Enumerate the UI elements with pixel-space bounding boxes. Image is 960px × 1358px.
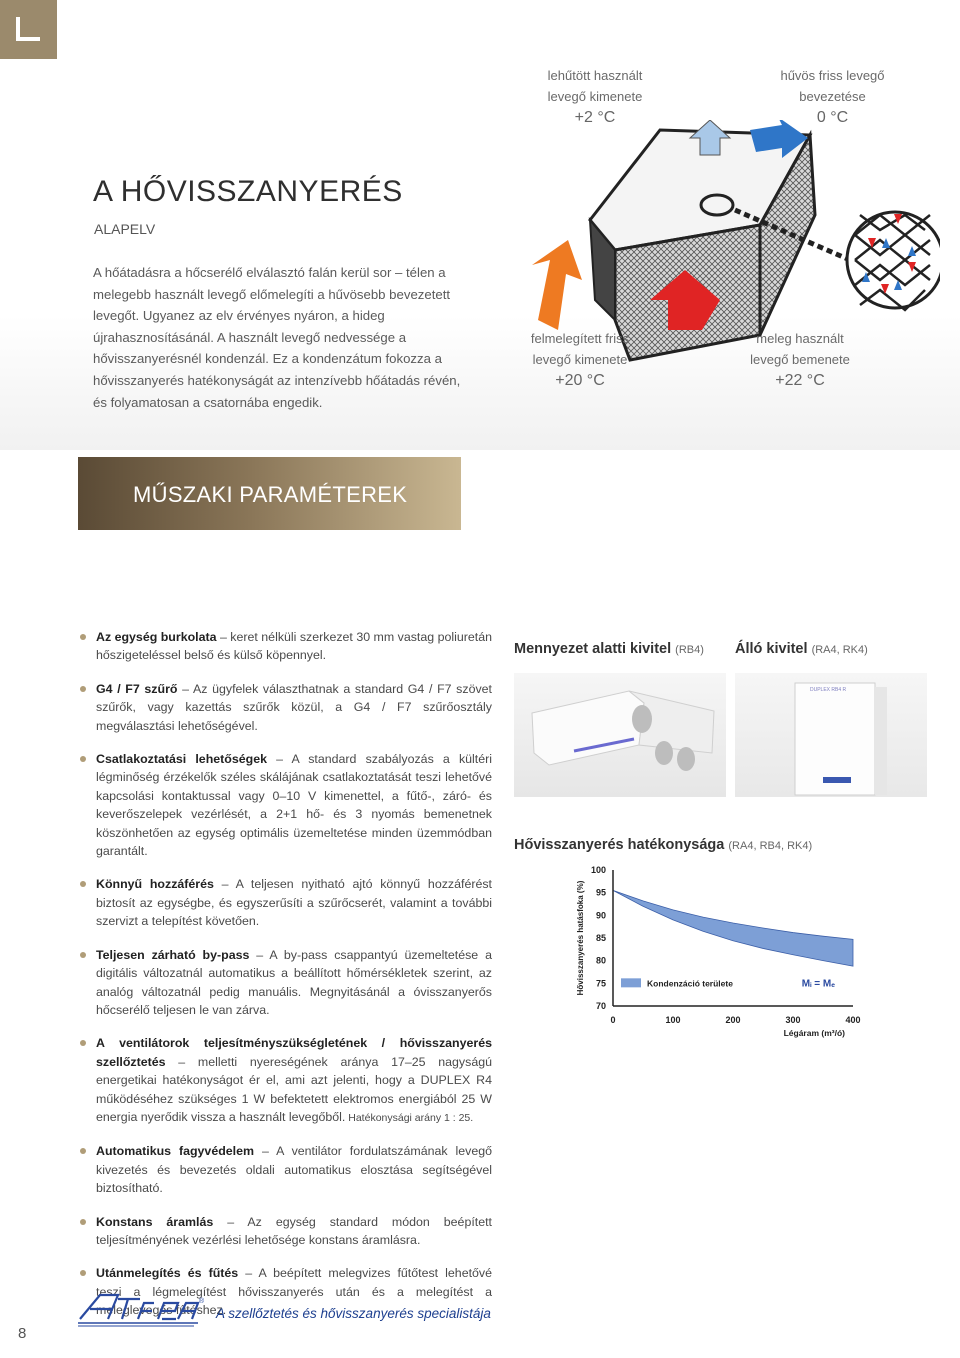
label-line: bevezetése bbox=[799, 89, 866, 104]
feature-text: – melletti nyereségének aránya 17–25 nagyságú energetikai hatékonyságot ér el, ami azt jelenti, hogy a DUPLEX R4 működéséhez szükséges 1 W befektetett elektromos energiából 25 W energia nyerődik vissza a használt levegőből. bbox=[96, 1054, 492, 1124]
y-tick-label: 70 bbox=[595, 1001, 606, 1011]
feature-text: – A standard szabályozás a kültéri légminőség érzékelők széles skálájának csatlakoztatását teszi lehetővé kapcsolási kontaktussal vagy 0–10 V kimenettel, a fűtő-, záró- és keverőszelepek vezérlését, a 2+1 hő- és 3 nyomás bemenetnek köszönhetően az egység optimális üzemeltetése minden üzemmódban garantált. bbox=[96, 752, 492, 859]
page-subtitle: ALAPELV bbox=[94, 221, 156, 237]
page-number: 8 bbox=[18, 1325, 27, 1342]
feature-title: Az egység burkolata bbox=[96, 630, 217, 644]
temperature-value: +2 °C bbox=[574, 109, 616, 126]
y-axis-label: Hővisszanyerés hatásfoka (%) bbox=[576, 880, 585, 996]
label-line: lehűtött használt bbox=[547, 68, 643, 83]
standing-code: (RA4, RK4) bbox=[811, 644, 868, 656]
feature-text: – A teljesen nyitható ajtó könnyű hozzáférést biztosít az egységbe, és egyszerűsíti a szűrőcserét, valamint a további szervizt a telepítést követően. bbox=[96, 877, 492, 929]
ceiling-code: (RB4) bbox=[675, 644, 704, 656]
chart-heading bbox=[514, 837, 812, 853]
page-title: A HŐVISSZANYERÉS bbox=[93, 175, 403, 208]
ceiling-title: Mennyezet alatti kivitel bbox=[514, 641, 672, 657]
intro-paragraph: A hőátadásra a hőcserélő elválasztó falán kerül sor – télen a melegebb használt levegő előmelegíti a hűvösebb bevezetett levegőt. Ugyanez az elv érvényes nyáron, a hideg újrahasznosításánál. A használt levegő nedvessége a hővisszanyerésnél kondenzál. Ez a kondenzátum fokozza a hővisszanyerés hatékonyságát az intenzívebb hőátadás révén, és folyamatosan a csatornába engedik. bbox=[93, 265, 461, 410]
supply-arrow-icon bbox=[532, 240, 582, 330]
y-tick-label: 90 bbox=[595, 910, 606, 921]
section-banner-label: MŰSZAKI PARAMÉTEREK bbox=[133, 482, 408, 507]
feature-note: Hatékonysági arány 1 : 25. bbox=[345, 1111, 474, 1124]
standing-heading bbox=[735, 641, 868, 657]
feature-text: – keret nélküli szerkezet 30 mm vastag poliuretán hőszigeteléssel belső és külső köpennyel. bbox=[96, 630, 492, 663]
ceiling-heading bbox=[514, 641, 704, 657]
standing-unit-photo bbox=[735, 673, 927, 797]
feature-item bbox=[78, 1213, 492, 1250]
feature-item bbox=[78, 628, 492, 665]
x-tick-label: 0 bbox=[610, 1015, 616, 1025]
feature-title: Konstans áramlás bbox=[96, 1214, 214, 1229]
x-tick-label: 400 bbox=[845, 1015, 861, 1025]
feature-text: – A beépített melegvizes fűtőtest lehetővé teszi a légmelegítést hővisszanyerés után és a melegítést a meleglevegős fűtéshez. bbox=[96, 1266, 493, 1318]
feature-title: Csatlakoztatási lehetőségek bbox=[96, 752, 267, 767]
legend-label: Kondenzáció területe bbox=[647, 978, 733, 989]
label-bottom-right bbox=[725, 328, 875, 391]
x-tick-label: 300 bbox=[785, 1015, 801, 1025]
feature-title: Teljesen zárható by-pass bbox=[96, 947, 250, 962]
section-banner bbox=[78, 457, 461, 530]
x-tick-label: 200 bbox=[725, 1015, 741, 1025]
y-tick-label: 95 bbox=[595, 887, 606, 898]
chart-code: (RA4, RB4, RK4) bbox=[728, 840, 813, 852]
chart-title: Hővisszanyerés hatékonysága bbox=[514, 837, 725, 853]
feature-title: Automatikus fagyvédelem bbox=[96, 1144, 255, 1159]
temperature-value: 0 °C bbox=[816, 109, 849, 126]
y-tick-label: 100 bbox=[590, 865, 606, 875]
feature-item bbox=[78, 680, 492, 735]
corner-mark-icon bbox=[16, 17, 40, 41]
equation-label: Mᵢ = Mₑ bbox=[801, 978, 835, 990]
feature-title: A ventilátorok teljesítményszükségletének / hővisszanyerés szellőztetés bbox=[96, 1036, 492, 1069]
efficiency-chart bbox=[565, 860, 875, 1050]
atrea-logo bbox=[78, 1289, 208, 1334]
label-line: hűvös friss levegő bbox=[780, 68, 885, 83]
corner-tab bbox=[0, 0, 57, 59]
legend-swatch bbox=[621, 978, 641, 987]
feature-text: – A ventilátor fordulatszámának levegő kivezetés és bevezetés oldali automatikus elosztása segítségével biztosítható. bbox=[96, 1144, 492, 1196]
feature-item bbox=[78, 875, 492, 930]
label-line: levegő kimenete bbox=[532, 352, 628, 367]
temperature-value: +20 °C bbox=[555, 372, 605, 389]
photo-label: DUPLEX RB4 R bbox=[810, 687, 847, 693]
feature-item bbox=[78, 1034, 492, 1127]
feature-list bbox=[78, 628, 492, 1335]
feature-title: Utánmelegítés és fűtés bbox=[96, 1266, 239, 1281]
label-line: meleg használt bbox=[756, 331, 844, 346]
y-tick-label: 85 bbox=[595, 933, 606, 943]
feature-text: – Az egység standard módon beépített teljesítményének vezérlési lehetősége konstans áramlásra. bbox=[96, 1214, 492, 1247]
feature-text: – A by-pass csappantyú üzemeltetése a digitális változatnál automatikus a beállított hőmérsékletek szerint, az analóg változatnál pedig manuális. Megnyitásánál a óvisszanyerős hőcserélő teljesen le van zárva. bbox=[96, 947, 492, 1017]
feature-item bbox=[78, 946, 492, 1020]
label-top-left bbox=[520, 65, 670, 128]
feature-item bbox=[78, 750, 492, 860]
svg-text:®: ® bbox=[199, 1298, 205, 1305]
feature-title: Könnyű hozzáférés bbox=[96, 877, 214, 892]
x-axis-label: Légáram (m³/ó) bbox=[783, 1028, 845, 1038]
standing-title: Álló kivitel bbox=[735, 641, 808, 657]
y-tick-label: 80 bbox=[595, 955, 606, 966]
temperature-value: +22 °C bbox=[775, 372, 825, 389]
ceiling-unit-photo bbox=[514, 673, 726, 797]
footer-tagline: A szellőztetés és hővisszanyerés specialistája bbox=[216, 1306, 491, 1321]
exchanger-detail-icon bbox=[847, 212, 940, 310]
feature-title: G4 / F7 szűrő bbox=[96, 681, 178, 696]
label-top-right bbox=[760, 65, 905, 128]
x-tick-label: 100 bbox=[665, 1015, 681, 1025]
condensation-area bbox=[613, 890, 853, 966]
y-tick-label: 75 bbox=[595, 978, 606, 989]
label-bottom-left bbox=[505, 328, 655, 391]
feature-item bbox=[78, 1142, 492, 1197]
label-line: levegő kimenete bbox=[547, 89, 643, 104]
label-line: levegő bemenete bbox=[750, 352, 850, 367]
label-line: felmelegített friss bbox=[530, 331, 630, 346]
feature-text: – Az ügyfelek választhatnak a standard G4 / F7 szövet szűrők, vagy kazettás szűrők közül, a G4 / F7 szűrőosztály megválasztási lehetőségével. bbox=[96, 681, 492, 733]
